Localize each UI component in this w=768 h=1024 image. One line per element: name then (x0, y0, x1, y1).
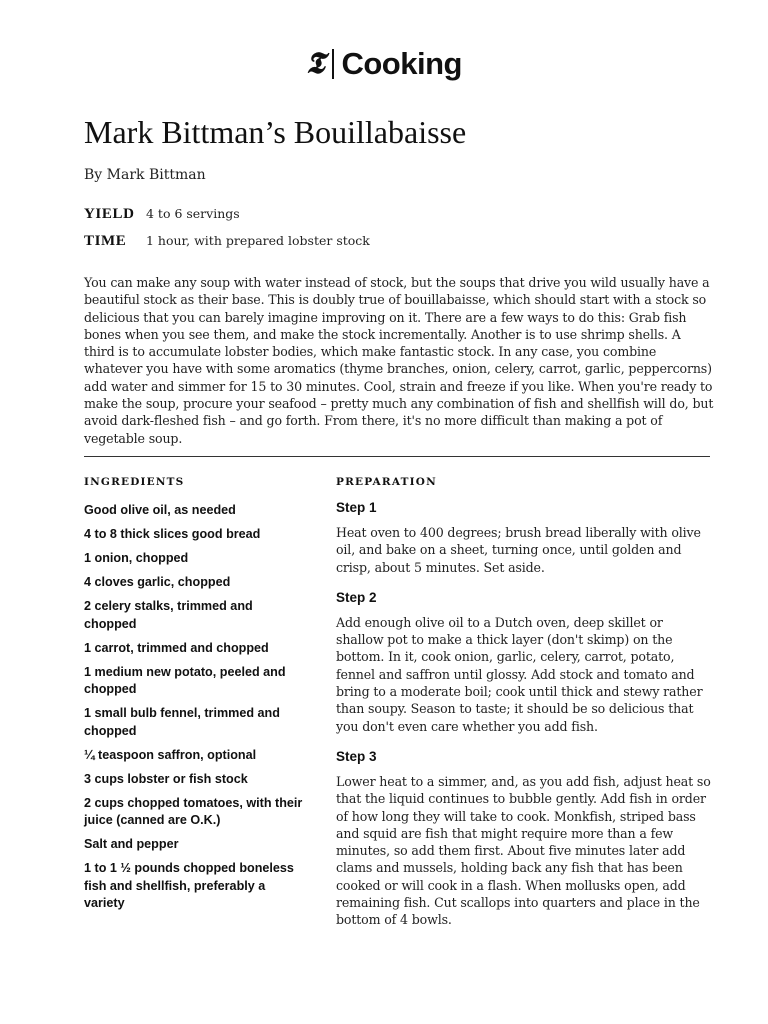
ingredient-item: 4 to 8 thick slices good bread (84, 527, 261, 541)
step-text: Add enough olive oil to a Dutch oven, deep skillet or shallow pot to make a thick layer (don't skimp) on the bottom. In it, cook onion, garlic, celery, carrot, potato, fennel and saffron until glossy. Add stock and tomato and bring to a moderate boil; cook until thick and stewy rather than soupy. Season to taste; it should be so delicious that you don't even care whether you add fish. (336, 614, 703, 734)
ingredients-heading: INGREDIENTS (84, 476, 185, 488)
step-text: Lower heat to a simmer, and, as you add fish, adjust heat so that the liquid continues to bubble gently. Add fish in order of how long they will take to cook. Monkfish, striped bass and squid are fish that might require more than a few minutes, so add them first. About five minutes later add clams and mussels, holding back any fish that has been cooked or will cook in a flash. When mollusks open, add remaining fish. Cut scallops into quarters and place in the bottom of 4 bowls. (336, 773, 711, 928)
ingredient-item: 1 onion, chopped (84, 551, 189, 565)
ingredient-item: 1 small bulb fennel, trimmed and chopped (84, 706, 280, 738)
preparation-heading: PREPARATION (336, 476, 437, 488)
step (336, 590, 714, 735)
ingredient-item: 2 celery stalks, trimmed and chopped (84, 599, 253, 631)
ingredient-item: 4 cloves garlic, chopped (84, 575, 231, 589)
yield-label: YIELD (84, 206, 135, 222)
step (336, 749, 714, 929)
recipe-title: Mark Bittman’s Bouillabaisse (84, 114, 467, 150)
brand-name: Cooking (341, 46, 462, 81)
time-row (84, 233, 370, 250)
byline: By Mark Bittman (84, 167, 206, 183)
yield-row (84, 206, 240, 223)
ingredient-item: 1 to 1 ½ pounds chopped boneless fish and shellfish, preferably a variety (84, 861, 294, 910)
logo-divider (332, 49, 334, 79)
step-title: Step 2 (336, 589, 377, 605)
time-label: TIME (84, 233, 127, 249)
yield-value: 4 to 6 servings (146, 206, 240, 221)
ingredient-item: 1 carrot, trimmed and chopped (84, 640, 269, 655)
nyt-t-icon: 𝕿 (306, 46, 325, 80)
ingredients-list (84, 502, 304, 919)
ingredient-item: ¼ teaspoon saffron, optional (84, 747, 257, 762)
nyt-cooking-logo (0, 48, 768, 79)
ingredient-item: Salt and pepper (84, 837, 179, 851)
ingredient-item: 3 cups lobster or fish stock (84, 771, 248, 786)
step (336, 500, 714, 576)
ingredient-item: 2 cups chopped tomatoes, with their juice (canned are O.K.) (84, 795, 303, 827)
step-title: Step 1 (336, 500, 377, 515)
ingredient-item: Good olive oil, as needed (84, 503, 236, 517)
step-title: Step 3 (336, 748, 377, 764)
step-text: Heat oven to 400 degrees; brush bread liberally with olive oil, and bake on a sheet, turning once, until golden and crisp, about 5 minutes. Set aside. (336, 525, 701, 575)
preparation-steps (336, 500, 714, 943)
ingredient-item: 1 medium new potato, peeled and chopped (84, 664, 286, 696)
time-value: 1 hour, with prepared lobster stock (146, 233, 370, 248)
section-divider (84, 456, 710, 457)
recipe-intro: You can make any soup with water instead of stock, but the soups that drive you wild usually have a beautiful stock as their base. This is doubly true of bouillabaisse, which should start with a stock so delicious that you can barely imagine improving on it. There are a few ways to do this: Grab fish bones when you see them, and make the stock incrementally. Another is to use shrimp shells. A third is to accumulate lobster bodies, which make fantastic stock. In any case, you combine whatever you have with some aromatics (thyme branches, onion, celery, carrot, garlic, peppercorns) add water and simmer for 15 to 30 minutes. Cool, strain and freeze if you like. When you're ready to make the soup, procure your seafood – pretty much any combination of fish and shellfish will do, but avoid dark-fleshed fish – and go forth. From there, it's no more difficult than making a pot of vegetable soup. (84, 275, 714, 446)
